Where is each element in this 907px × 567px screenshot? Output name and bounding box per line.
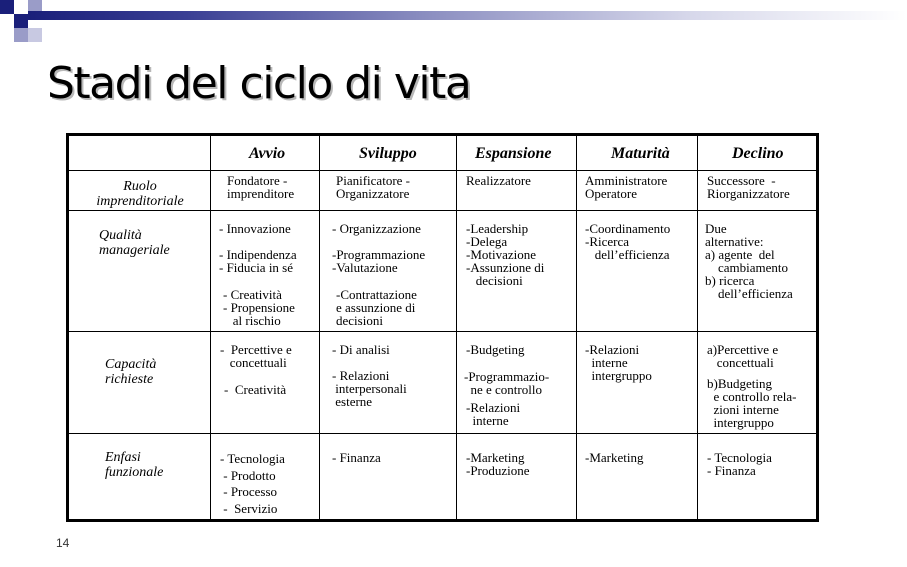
cell-capacita-espansione-1: -Budgeting <box>466 342 525 357</box>
cell-ruolo-espansione: Realizzatore <box>466 173 531 188</box>
grid-line <box>319 136 320 519</box>
row-label-capacita: Capacità richieste <box>105 357 157 387</box>
grid-line <box>697 136 698 519</box>
cell-capacita-maturita: -Relazioni interne intergruppo <box>585 342 652 383</box>
header-avvio: Avvio <box>249 145 286 162</box>
page-number: 14 <box>56 536 70 550</box>
grid-line <box>210 136 211 519</box>
header-espansione: Espansione <box>475 145 552 162</box>
title-decoration <box>0 0 907 50</box>
cell-qualita-declino: Due alternative: a) agente del cambiamento b) ricerca dell’efficienza <box>705 221 793 301</box>
deco-square-light-2 <box>14 28 28 42</box>
cell-enfasi-avvio: - Tecnologia - Prodotto - Processo - Servizio <box>220 451 285 516</box>
cell-capacita-espansione-2: -Programmazio- ne e controllo <box>464 369 550 397</box>
page-title: Stadi del ciclo di vita <box>47 58 471 109</box>
deco-square-dark <box>0 0 14 14</box>
row-label-enfasi: Enfasi funzionale <box>105 450 164 480</box>
grid-line <box>576 136 577 519</box>
header-declino: Declino <box>732 145 784 162</box>
grid-line <box>69 331 816 332</box>
deco-gradient-bar <box>28 11 907 20</box>
cell-ruolo-declino: Successore - Riorganizzatore <box>707 173 790 201</box>
cell-qualita-sviluppo-1: - Organizzazione <box>332 221 421 236</box>
cell-capacita-espansione-3: -Relazioni interne <box>466 400 521 428</box>
cell-capacita-avvio-1: - Percettive e concettuali <box>220 342 292 370</box>
grid-line <box>456 136 457 519</box>
cell-qualita-avvio-3: - Creatività - Propensione al rischio <box>223 287 295 328</box>
cell-qualita-sviluppo-2: -Programmazione -Valutazione <box>332 247 426 275</box>
cell-qualita-espansione: -Leadership -Delega -Motivazione -Assunzione di decisioni <box>466 221 545 288</box>
grid-line <box>69 170 816 171</box>
grid-line <box>69 433 816 434</box>
cell-qualita-maturita: -Coordinamento -Ricerca dell’efficienza <box>585 221 671 262</box>
cell-ruolo-maturita: Amministratore Operatore <box>585 173 668 201</box>
cell-ruolo-avvio: Fondatore - imprenditore <box>227 173 295 201</box>
cell-enfasi-maturita: -Marketing <box>585 450 644 465</box>
cell-qualita-avvio-1: - Innovazione <box>219 221 291 236</box>
cell-enfasi-espansione: -Marketing -Produzione <box>466 450 530 478</box>
cell-qualita-sviluppo-3: -Contrattazione e assunzione di decisioni <box>336 287 417 328</box>
grid-line <box>69 210 816 211</box>
life-cycle-table <box>66 133 819 522</box>
cell-ruolo-sviluppo: Pianificatore - Organizzatore <box>336 173 410 201</box>
cell-enfasi-declino: - Tecnologia - Finanza <box>707 450 772 478</box>
cell-capacita-declino-2: b)Budgeting e controllo rela- zioni interne intergruppo <box>707 376 797 430</box>
deco-square-pale <box>28 28 42 42</box>
header-sviluppo: Sviluppo <box>359 145 417 162</box>
cell-enfasi-sviluppo: - Finanza <box>332 450 381 465</box>
cell-capacita-sviluppo: - Di analisi - Relazioni interpersonali esterne <box>332 342 407 409</box>
cell-capacita-avvio-2: - Creatività <box>224 382 287 397</box>
header-maturita: Maturità <box>611 145 670 162</box>
row-label-qualita: Qualità manageriale <box>99 228 170 258</box>
cell-capacita-declino-1: a)Percettive e concettuali <box>707 342 779 370</box>
row-label-ruolo: Ruolo imprenditoriale <box>96 179 184 209</box>
cell-qualita-avvio-2: - Indipendenza - Fiducia in sé <box>219 247 297 275</box>
deco-square-dark-2 <box>14 14 28 28</box>
